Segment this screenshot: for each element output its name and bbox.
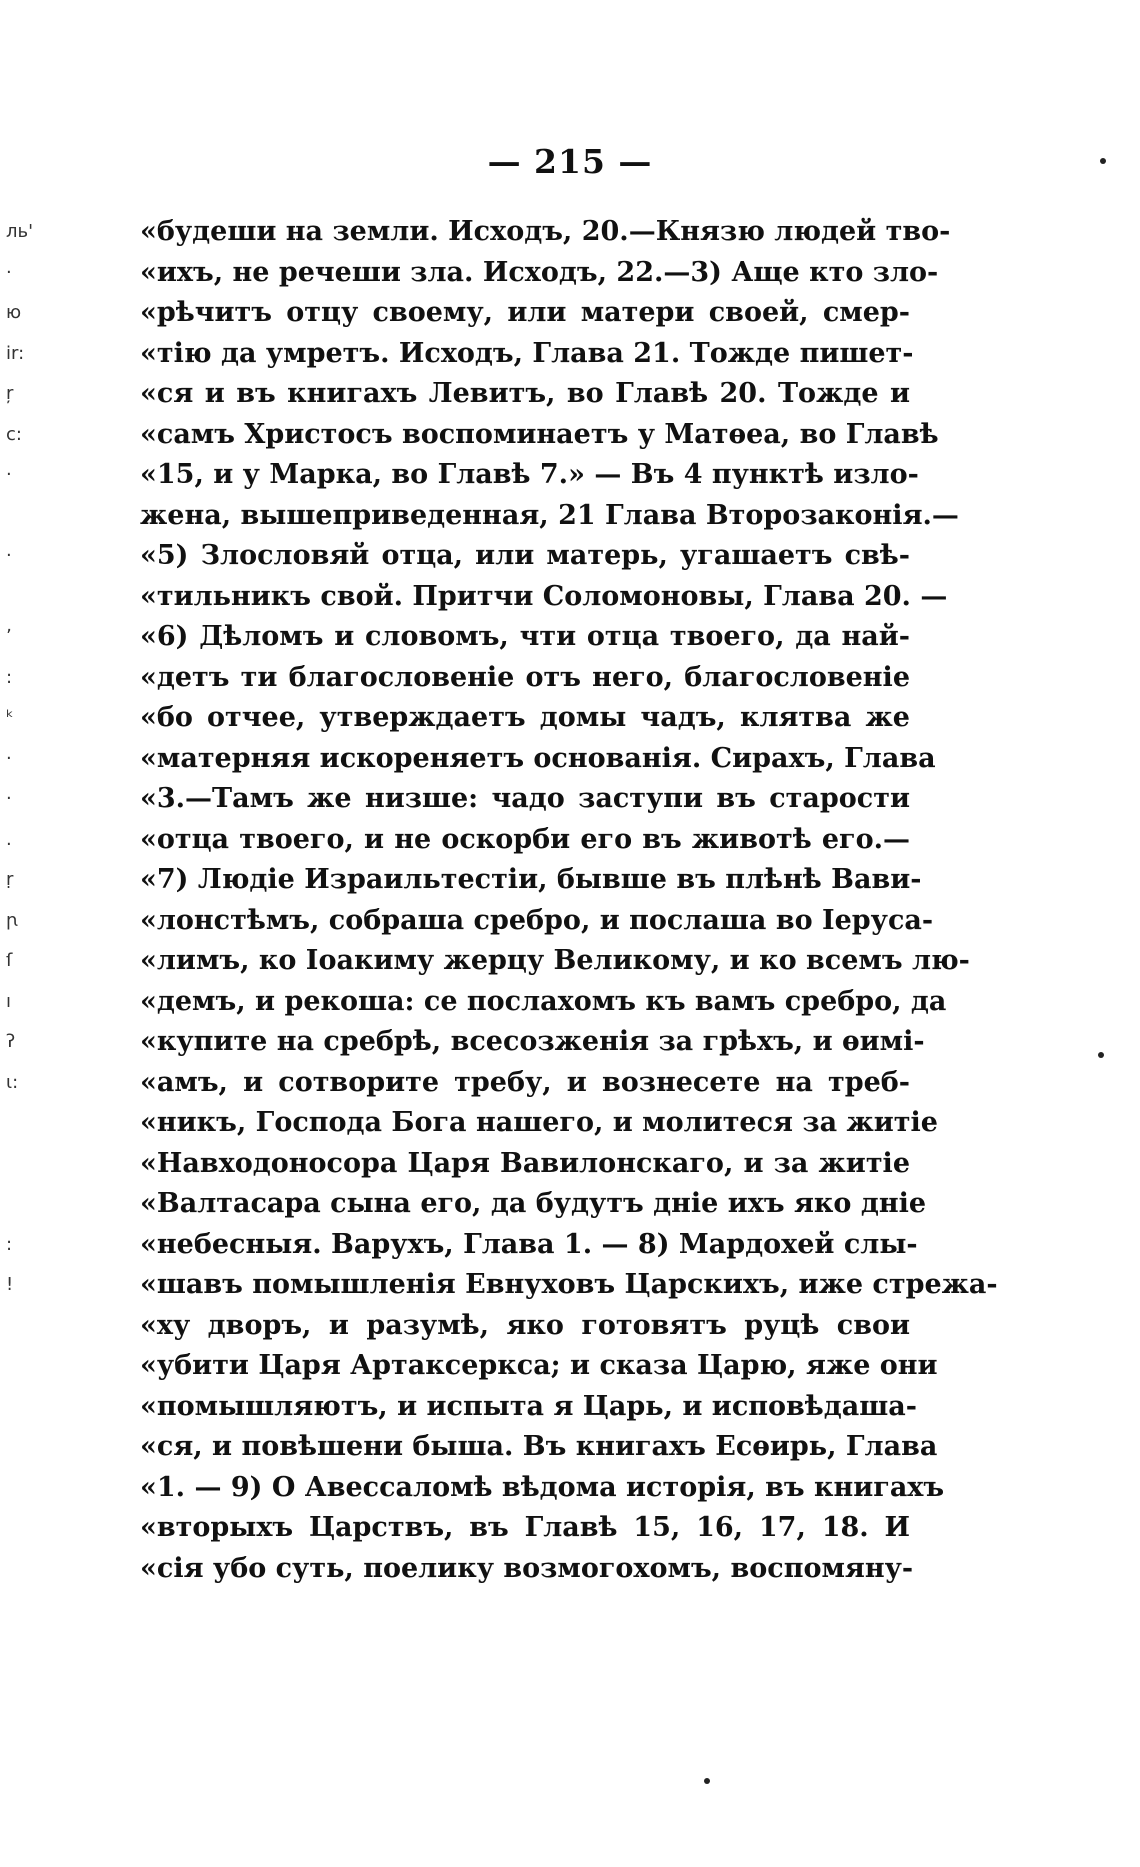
margin-mark: :	[6, 1233, 13, 1255]
text-line: «3.—Тамъ же низше: чадо заступи въ старости	[140, 783, 910, 814]
margin-mark: ль'	[6, 221, 34, 242]
margin-mark: ·	[6, 464, 12, 485]
margin-mark	[6, 1306, 36, 1347]
ink-speck	[1098, 1052, 1104, 1058]
margin-mark	[6, 1508, 36, 1549]
text-line: «6) Дѣломъ и словомъ, чти отца твоего, да най-	[140, 621, 910, 652]
margin-mark: ɩ:	[6, 1071, 19, 1093]
margin-mark	[6, 1144, 36, 1185]
margin-mark: ·	[6, 788, 12, 809]
text-line: «лонстѣмъ, собраша сребро, и послаша во Іеруса-	[140, 904, 934, 936]
body-text	[140, 212, 998, 1589]
text-line: «демъ, и рекоша: се послахомъ къ вамъ сребро, да	[140, 985, 947, 1017]
margin-mark	[6, 1427, 36, 1468]
margin-mark: :	[6, 666, 13, 688]
text-line: «вторыхъ Царствъ, въ Главѣ 15, 16, 17, 18. И	[140, 1512, 910, 1543]
margin-mark: ·	[6, 545, 12, 566]
margin-mark	[6, 1184, 36, 1225]
text-line: «самъ Христосъ воспоминаетъ у Матѳеа, во Главѣ	[140, 418, 939, 450]
margin-mark	[6, 1103, 36, 1144]
text-line: «тильникъ свой. Притчи Соломоновы, Глава 20. —	[140, 580, 948, 612]
text-line: «сія убо суть, поелику возмогохомъ, воспомяну-	[140, 1552, 914, 1584]
margin-mark	[6, 1387, 36, 1428]
text-line: «лимъ, ко Іоакиму жерцу Великому, и ко всемъ лю-	[140, 945, 970, 976]
margin-mark: ſ	[6, 950, 13, 971]
margin-mark	[6, 1549, 36, 1590]
text-line: «15, и у Марка, во Главѣ 7.» — Въ 4 пунктѣ изло-	[140, 459, 919, 490]
margin-mark: ʔ	[6, 1031, 16, 1052]
ink-speck	[1100, 158, 1106, 164]
text-line: «Валтасара сына его, да будутъ дніе ихъ яко дніе	[140, 1188, 927, 1219]
text-line: «рѣчитъ отцу своему, или матери своей, смер-	[140, 297, 910, 328]
margin-mark: ŗ	[6, 383, 14, 404]
margin-mark	[6, 1468, 36, 1509]
margin-mark: ṛ	[6, 869, 14, 890]
text-line: «ся, и повѣшени быша. Въ книгахъ Есѳирь, Глава	[140, 1431, 938, 1462]
text-line: «ху дворъ, и разумѣ, яко готовятъ руцѣ свои	[140, 1309, 910, 1341]
margin-mark: c:	[6, 423, 22, 445]
text-line: «никъ, Господа Бога нашего, и молитеся за житіе	[140, 1107, 938, 1138]
margin-mark: .	[6, 828, 12, 850]
ink-speck	[704, 1778, 710, 1784]
text-line: «1. — 9) О Авессаломѣ вѣдома исторія, въ книгахъ	[140, 1471, 945, 1503]
text-line: «помышляютъ, и испыта я Царь, и исповѣдаша-	[140, 1390, 917, 1422]
margin-mark: ·	[6, 261, 12, 283]
text-line: жена, вышеприведенная, 21 Глава Второзаконія.—	[140, 499, 959, 531]
margin-mark: ꞃ	[6, 909, 18, 931]
margin-mark: ᵏ	[6, 707, 14, 728]
text-line: «детъ ти благословеніе отъ него, благословеніе	[140, 661, 910, 693]
margin-mark	[6, 577, 36, 618]
text-line: «отца твоего, и не оскорби его въ животѣ его.—	[140, 823, 910, 855]
text-line: «5) Злословяй отца, или матерь, угашаетъ свѣ-	[140, 540, 910, 571]
text-line: «бо отчее, утверждаетъ домы чадъ, клятва же	[140, 702, 910, 733]
text-line: «ся и въ книгахъ Левитъ, во Главѣ 20. Тожде и	[140, 378, 910, 409]
left-margin-bleed	[6, 212, 36, 1589]
text-line: «убити Царя Артаксеркса; и сказа Царю, яже они	[140, 1350, 938, 1381]
margin-mark: !	[6, 1274, 14, 1295]
margin-mark	[6, 496, 36, 537]
text-line: «купите на сребрѣ, всесозженія за грѣхъ, и ѳимі-	[140, 1026, 925, 1057]
text-line: «шавъ помышленія Евнуховъ Царскихъ, иже стрежа-	[140, 1269, 998, 1300]
page-number: — 215 —	[487, 142, 653, 181]
text-line: «небесныя. Варухъ, Глава 1. — 8) Мардохей слы-	[140, 1228, 918, 1260]
margin-mark	[6, 1346, 36, 1387]
text-line: «матерняя искореняетъ основанія. Сирахъ, Глава	[140, 742, 936, 774]
text-line: «тію да умретъ. Исходъ, Глава 21. Тожде пишет-	[140, 337, 914, 369]
margin-mark: ·	[6, 747, 12, 769]
margin-mark: ю	[6, 302, 22, 323]
margin-mark: ı	[6, 990, 12, 1012]
margin-mark: ir:	[6, 342, 25, 364]
text-line: «7) Людіе Израильтестіи, бывше въ плѣнѣ Вави-	[140, 864, 922, 895]
text-line: «ихъ, не речеши зла. Исходъ, 22.—3) Аще кто зло-	[140, 256, 939, 288]
text-line: «амъ, и сотворите требу, и вознесете на треб-	[140, 1066, 910, 1098]
text-line: «будеши на земли. Исходъ, 20.—Князю людей тво-	[140, 216, 951, 247]
margin-mark: ʼ	[6, 626, 12, 647]
text-line: «Навходоносора Царя Вавилонскаго, и за житіе	[140, 1147, 910, 1179]
